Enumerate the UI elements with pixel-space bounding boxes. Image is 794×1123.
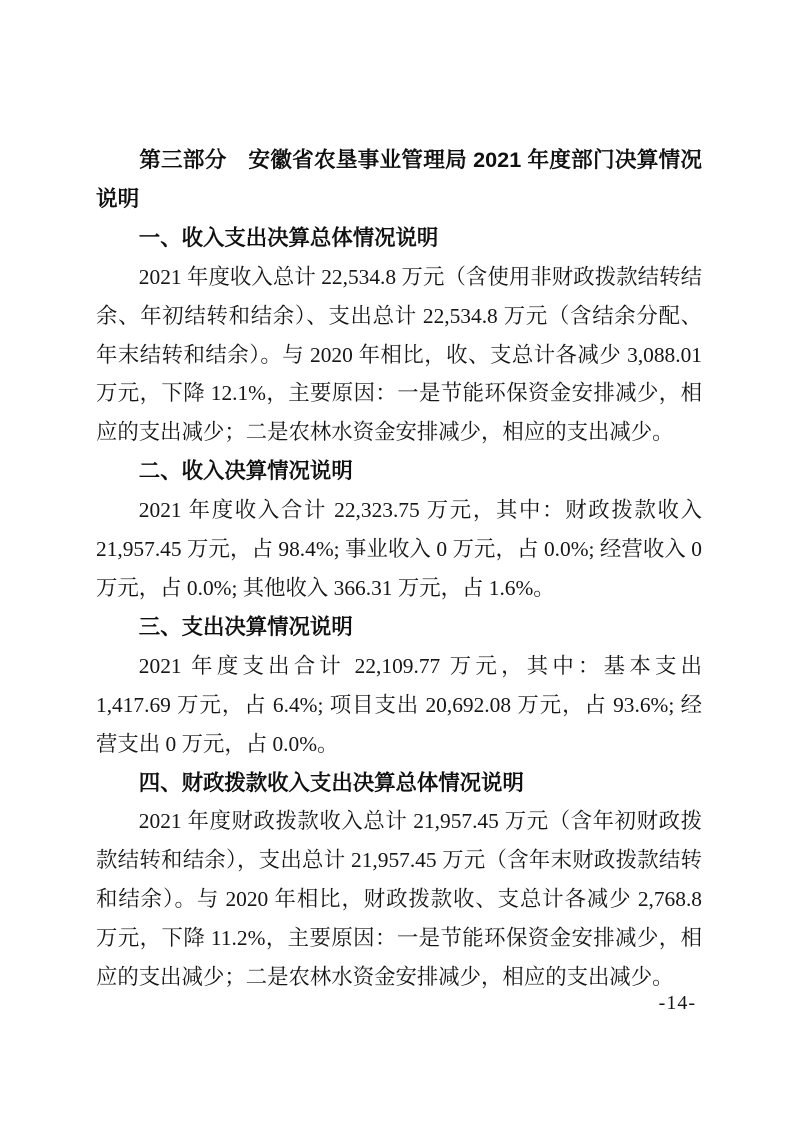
section-paragraph-fiscal-appropriation-overview: 2021 年度财政拨款收入总计 21,957.45 万元（含年初财政拨款结转和结余），支出总计 21,957.45 万元（含年末财政拨款结转和结余）。与 2020 年相比，财政拨款收、支总计各减少 2,768.8 万元，下降 11.2%，主要原因：一是节能环保资金安排减少，相应的支出减少；二是农林水资金安排减少，相应的支出减少。 [96, 809, 702, 990]
section-paragraph-expenditure-details: 2021 年度支出合计 22,109.77 万元，其中：基本支出 1,417.69 万元，占 6.4%; 项目支出 20,692.08 万元，占 93.6%; 经营支出 0 万元，占 0.0%。 [96, 653, 702, 756]
section-paragraph-income-details: 2021 年度收入合计 22,323.75 万元，其中：财政拨款收入 21,957.45 万元，占 98.4%; 事业收入 0 万元，占 0.0%; 经营收入 0 万元，占 0.0%; 其他收入 366.31 万元，占 1.6%。 [96, 498, 702, 600]
section-heading-income-expenditure-overview: 一、收入支出决算总体情况说明 [138, 225, 439, 250]
section-heading-expenditure-details: 三、支出决算情况说明 [138, 614, 353, 639]
document-title: 第三部分 安徽省农垦事业管理局 2021 年度部门决算情况说明 [96, 147, 702, 211]
section-heading-fiscal-appropriation-overview: 四、财政拨款收入支出决算总体情况说明 [138, 770, 524, 795]
section-paragraph-income-expenditure-overview: 2021 年度收入总计 22,534.8 万元（含使用非财政拨款结转结余、年初结转和结余）、支出总计 22,534.8 万元（含结余分配、年末结转和结余）。与 2020 年相比，收、支总计各减少 3,088.01 万元，下降 12.1%，主要原因：一是节能环保资金安排减少，相应的支出减少；二是农林水资金安排减少，相应的支出减少。 [96, 264, 702, 445]
section-heading-income-details: 二、收入决算情况说明 [138, 459, 353, 484]
page-number: -14- [658, 992, 696, 1014]
document-body [96, 141, 702, 997]
